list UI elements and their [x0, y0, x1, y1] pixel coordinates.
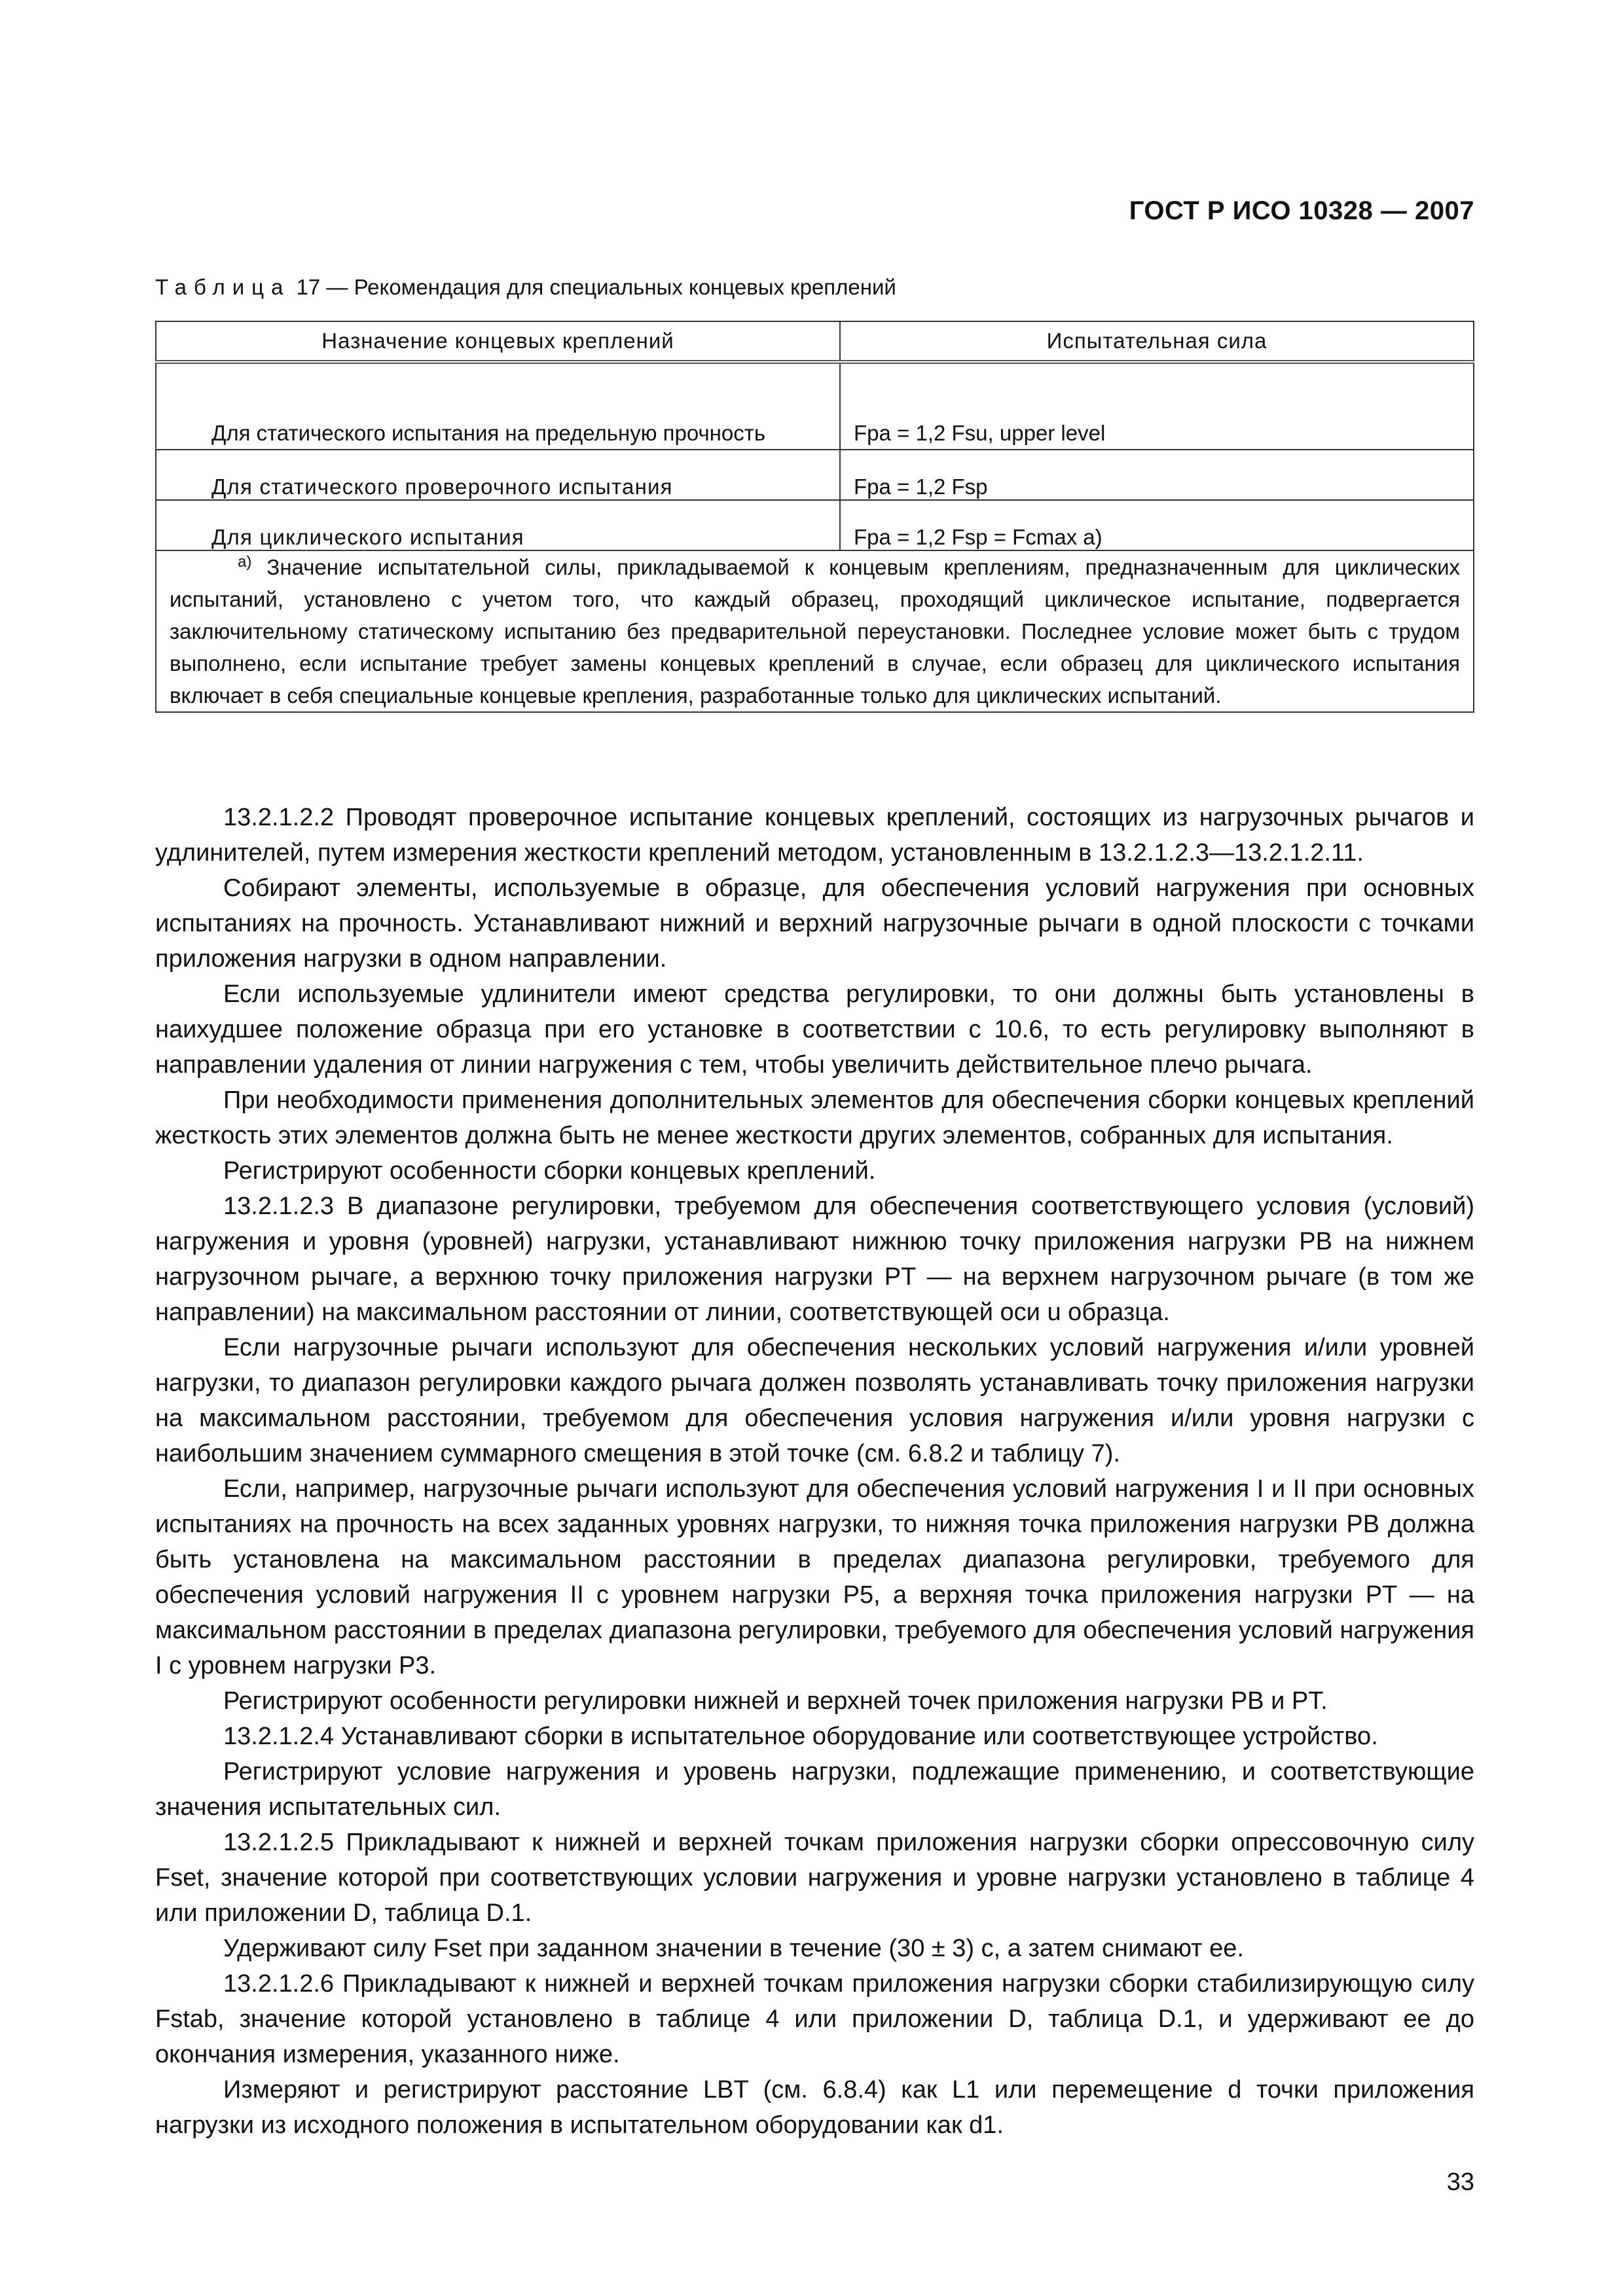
table-footnote [156, 550, 1474, 712]
paragraph: Собирают элементы, используемые в образце, для обеспечения условий нагружения при основных испытаниях на прочность. Устанавливают нижний и верхний нагрузочные рычаги в одной плоскости с точками приложения нагрузки в одном направлении. [155, 874, 1474, 973]
table-row [156, 450, 1474, 500]
table-row [156, 362, 1474, 450]
paragraph: 13.2.1.2.5 Прикладывают к нижней и верхней точкам приложения нагрузки сборки опрессовочную силу Fset, значение которой при соответствующих условии нагружения и уровне нагрузки установлено в таблице 4 или приложении D, таблица D.1. [155, 1829, 1474, 1927]
paragraph: Регистрируют особенности регулировки нижней и верхней точек приложения нагрузки PB и PT. [223, 1687, 1328, 1715]
page-number: 33 [1446, 2168, 1474, 2196]
table-caption-title: 17 — Рекомендация для специальных концевых креплений [296, 275, 896, 299]
row-purpose: Для статического проверочного испытания [156, 450, 840, 500]
paragraph: 13.2.1.2.4 Устанавливают сборки в испытательное оборудование или соответствующее устройство. [223, 1723, 1378, 1750]
row-force: Fpa = 1,2 Fsp = Fcmax a) [840, 500, 1474, 550]
paragraph: Если нагрузочные рычаги используют для обеспечения нескольких условий нагружения и/или уровней нагрузки, то диапазон регулировки каждого рычага должен позволять устанавливать точку приложения нагрузки на максимальном расстоянии, требуемом для обеспечения условия нагружения и/или уровня нагрузки с наибольшим значением суммарного смещения в этой точке (см. 6.8.2 и таблицу 7). [155, 1334, 1474, 1467]
paragraph: При необходимости применения дополнительных элементов для обеспечения сборки концевых креплений жесткость этих элементов должна быть не менее жесткости других элементов, собранных для испытания. [155, 1086, 1474, 1149]
table-caption [155, 275, 896, 300]
paragraph: 13.2.1.2.2 Проводят проверочное испытание концевых креплений, состоящих из нагрузочных рычагов и удлинителей, путем измерения жесткости креплений методом, установленным в 13.2.1.2.3—13.2.1.2.11. [155, 804, 1474, 867]
row-purpose: Для циклического испытания [156, 500, 840, 550]
recommendation-table [155, 321, 1474, 713]
paragraph: Удерживают силу Fset при заданном значении в течение (30 ± 3) с, а затем снимают ее. [223, 1935, 1244, 1962]
row-force: Fpa = 1,2 Fsp [840, 450, 1474, 500]
table-caption-label: Таблица [155, 275, 291, 299]
footnote-mark: а) [238, 553, 252, 571]
row-purpose: Для статического испытания на предельную прочность [156, 362, 840, 450]
column-header-purpose: Назначение концевых креплений [156, 321, 840, 362]
footnote-text: Значение испытательной силы, прикладываемой к концевым креплениям, предназначенным для циклических испытаний, установлено с учетом того, что каждый образец, проходящий циклическое испытание, подвергается заключительному статическому испытанию без предварительной переустановки. Последнее условие может быть с трудом выполнено, если испытание требует замены концевых креплений в случае, если образец для циклического испытания включает в себя специальные концевые крепления, разработанные только для циклических испытаний. [170, 555, 1460, 708]
paragraph: Если используемые удлинители имеют средства регулировки, то они должны быть установлены в наихудшее положение образца при его установке в соответствии с 10.6, то есть регулировку выполняют в направлении удаления от линии нагружения с тем, чтобы увеличить действительное плечо рычага. [155, 980, 1474, 1079]
table-footnote-row [156, 550, 1474, 712]
body-text [155, 800, 1474, 2143]
row-force: Fpa = 1,2 Fsu, upper level [840, 362, 1474, 450]
paragraph: Измеряют и регистрируют расстояние LBT (см. 6.8.4) как L1 или перемещение d точки приложения нагрузки из исходного положения в испытательном оборудовании как d1. [155, 2076, 1474, 2139]
paragraph: 13.2.1.2.3 В диапазоне регулировки, требуемом для обеспечения соответствующего условия (условий) нагружения и уровня (уровней) нагрузки, устанавливают нижнюю точку приложения нагрузки PB на нижнем нагрузочном рычаге, а верхнюю точку приложения нагрузки PT — на верхнем нагрузочном рычаге (в том же направлении) на максимальном расстоянии от линии, соответствующей оси u образца. [155, 1193, 1474, 1326]
paragraph: Регистрируют особенности сборки концевых креплений. [223, 1157, 876, 1185]
paragraph: 13.2.1.2.6 Прикладывают к нижней и верхней точкам приложения нагрузки сборки стабилизирующую силу Fstab, значение которой установлено в таблице 4 или приложении D, таблица D.1, и удерживают ее до окончания измерения, указанного ниже. [155, 1970, 1474, 2068]
paragraph: Если, например, нагрузочные рычаги используют для обеспечения условий нагружения I и II при основных испытаниях на прочность на всех заданных уровнях нагрузки, то нижняя точка приложения нагрузки PB должна быть установлена на максимальном расстоянии в пределах диапазона регулировки, требуемого для обеспечения условий нагружения II с уровнем нагрузки P5, а верхняя точка приложения нагрузки PT — на максимальном расстоянии в пределах диапазона регулировки, требуемого для обеспечения условий нагружения I с уровнем нагрузки P3. [155, 1475, 1474, 1679]
paragraph: Регистрируют условие нагружения и уровень нагрузки, подлежащие применению, и соответствующие значения испытательных сил. [155, 1758, 1474, 1821]
column-header-force: Испытательная сила [840, 321, 1474, 362]
table-row [156, 500, 1474, 550]
document-header: ГОСТ Р ИСО 10328 — 2007 [1129, 196, 1474, 225]
table-header-row [156, 321, 1474, 362]
